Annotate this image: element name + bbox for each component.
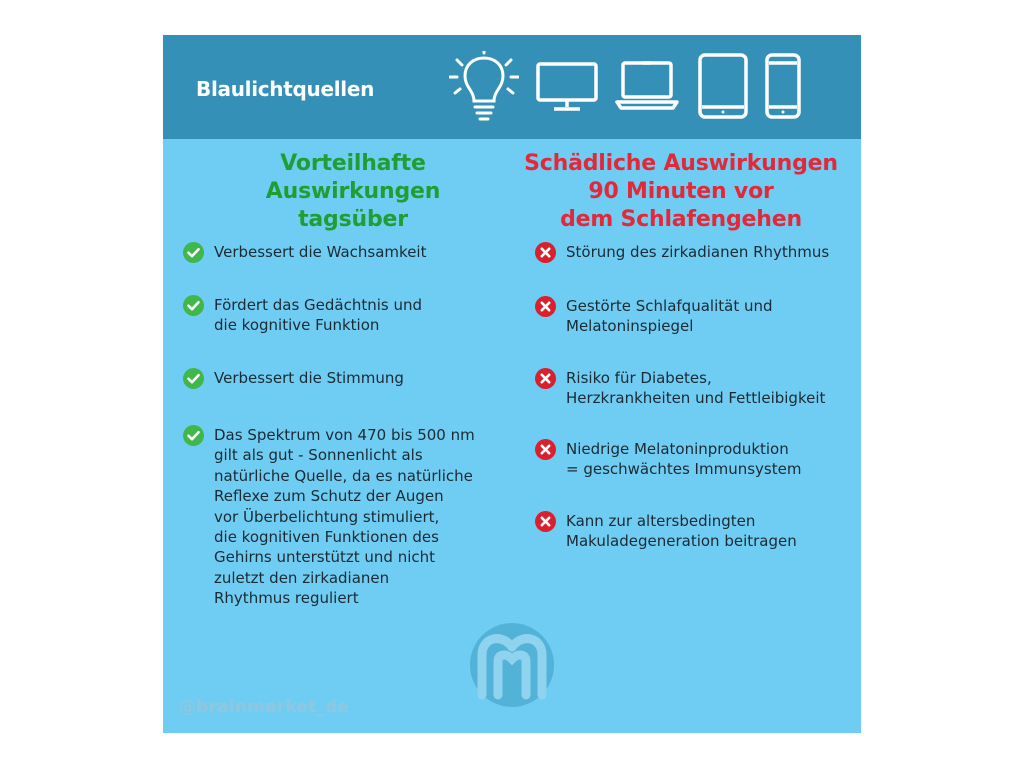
watermark-handle: @brainmarket_de (179, 697, 350, 717)
cross-circle-icon (535, 511, 556, 532)
cross-circle-icon (535, 296, 556, 317)
brand-logo-icon (468, 621, 556, 713)
benefits-heading: Vorteilhafte Auswirkungen tagsüber (265, 151, 441, 232)
header-title: Blaulichtquellen (196, 77, 375, 101)
laptop-icon (615, 60, 679, 112)
check-circle-icon (183, 425, 204, 446)
benefit-text: Verbessert die Wachsamkeit (214, 243, 427, 261)
header-bar (163, 35, 861, 139)
harm-item (535, 439, 801, 480)
benefit-item (183, 242, 426, 263)
harm-text: Kann zur altersbedingten Makuladegeneration beitragen (566, 512, 797, 551)
check-circle-icon (183, 368, 204, 389)
check-circle-icon (183, 295, 204, 316)
harm-text: Risiko für Diabetes, Herzkrankheiten und Fettleibigkeit (566, 369, 826, 408)
check-circle-icon (183, 242, 204, 263)
benefit-item (183, 425, 475, 609)
harm-item (535, 242, 829, 263)
harm-text: Gestörte Schlafqualität und Melatoninspiegel (566, 297, 773, 336)
infographic-card (163, 35, 861, 733)
benefit-text: Das Spektrum von 470 bis 500 nm gilt als gut - Sonnenlicht als natürliche Quelle, da es natürliche Reflexe zum Schutz der Augen vor Überbelichtung stimuliert, die kognitiven Funktionen des Gehirns unterstützt und nicht zuletzt den zirkadianen Rhythmus reguliert (214, 426, 475, 608)
harms-heading: Schädliche Auswirkungen 90 Minuten vor dem Schlafengehen (524, 151, 838, 232)
tablet-icon (698, 53, 748, 119)
harm-item (535, 368, 825, 409)
benefit-text: Verbessert die Stimmung (214, 369, 404, 387)
cross-circle-icon (535, 242, 556, 263)
harm-item (535, 296, 773, 337)
harm-item (535, 511, 797, 552)
benefit-item (183, 368, 404, 389)
cross-circle-icon (535, 368, 556, 389)
benefit-text: Fördert das Gedächtnis und die kognitive Funktion (214, 296, 423, 335)
benefit-item (183, 295, 422, 336)
harm-text: Störung des zirkadianen Rhythmus (566, 243, 830, 261)
lightbulb-icon (449, 51, 519, 123)
cross-circle-icon (535, 439, 556, 460)
smartphone-icon (765, 53, 801, 119)
harm-text: Niedrige Melatoninproduktion = geschwächtes Immunsystem (566, 440, 802, 479)
monitor-icon (536, 62, 598, 112)
